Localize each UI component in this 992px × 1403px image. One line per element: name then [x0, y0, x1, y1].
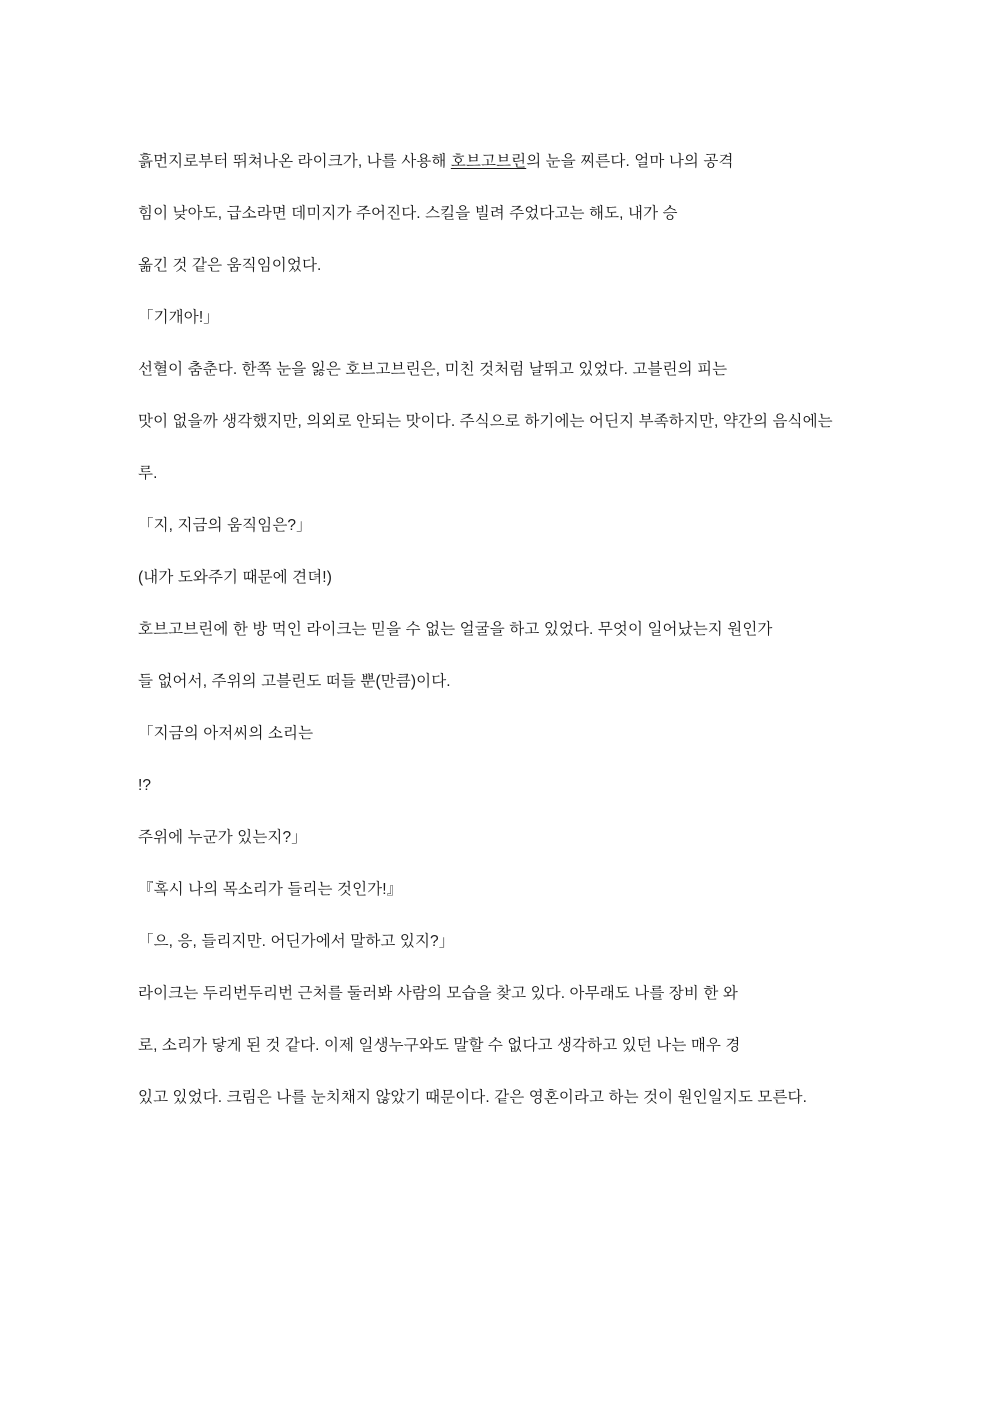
paragraph-underlined-term: 호브고브린: [450, 153, 527, 170]
paragraph: 로, 소리가 닿게 된 것 같다. 이제 일생누구와도 말할 수 없다고 생각하고 있던 나는 매우 경: [138, 1037, 741, 1055]
paragraph: 「기개아!」: [138, 309, 219, 327]
paragraph: (내가 도와주기 때문에 견뎌!): [138, 569, 332, 587]
paragraph: 주위에 누군가 있는지?」: [138, 829, 307, 847]
paragraph: 맛이 없을까 생각했지만, 의외로 안되는 맛이다. 주식으로 하기에는 어딘지 부족하지만, 약간의 음식에는: [138, 413, 833, 431]
paragraph: 「지, 지금의 움직임은?」: [138, 517, 312, 535]
paragraph: 루.: [138, 465, 158, 483]
paragraph-text-before: 흙먼지로부터 뛰쳐나온 라이크가, 나를 사용해: [138, 153, 451, 170]
document-body: [138, 150, 860, 1110]
paragraph-text-after: 의 눈을 찌른다. 얼마 나의 공격: [526, 153, 734, 170]
paragraph: 옮긴 것 같은 움직임이었다.: [138, 257, 322, 275]
paragraph: 선혈이 춤춘다. 한쪽 눈을 잃은 호브고브린은, 미친 것처럼 날뛰고 있었다. 고블린의 피는: [138, 361, 728, 379]
paragraph: [138, 150, 860, 174]
paragraph: 호브고브린에 한 방 먹인 라이크는 믿을 수 없는 얼굴을 하고 있었다. 무엇이 일어났는지 원인가: [138, 621, 773, 639]
paragraph: 「으, 응, 들리지만. 어딘가에서 말하고 있지?」: [138, 933, 455, 951]
paragraph: 『혹시 나의 목소리가 들리는 것인가!』: [138, 881, 403, 899]
paragraph: 라이크는 두리번두리번 근처를 둘러봐 사람의 모습을 찾고 있다. 아무래도 나를 장비 한 와: [138, 985, 738, 1003]
paragraph: 「지금의 아저씨의 소리는: [138, 725, 314, 743]
paragraph: !?: [138, 777, 152, 795]
paragraph: 있고 있었다. 크림은 나를 눈치채지 않았기 때문이다. 같은 영혼이라고 하는 것이 원인일지도 모른다.: [138, 1089, 808, 1107]
paragraph: 힘이 낮아도, 급소라면 데미지가 주어진다. 스킬을 빌려 주었다고는 해도, 내가 승: [138, 205, 678, 223]
paragraph: 들 없어서, 주위의 고블린도 떠들 뿐(만큼)이다.: [138, 673, 451, 691]
